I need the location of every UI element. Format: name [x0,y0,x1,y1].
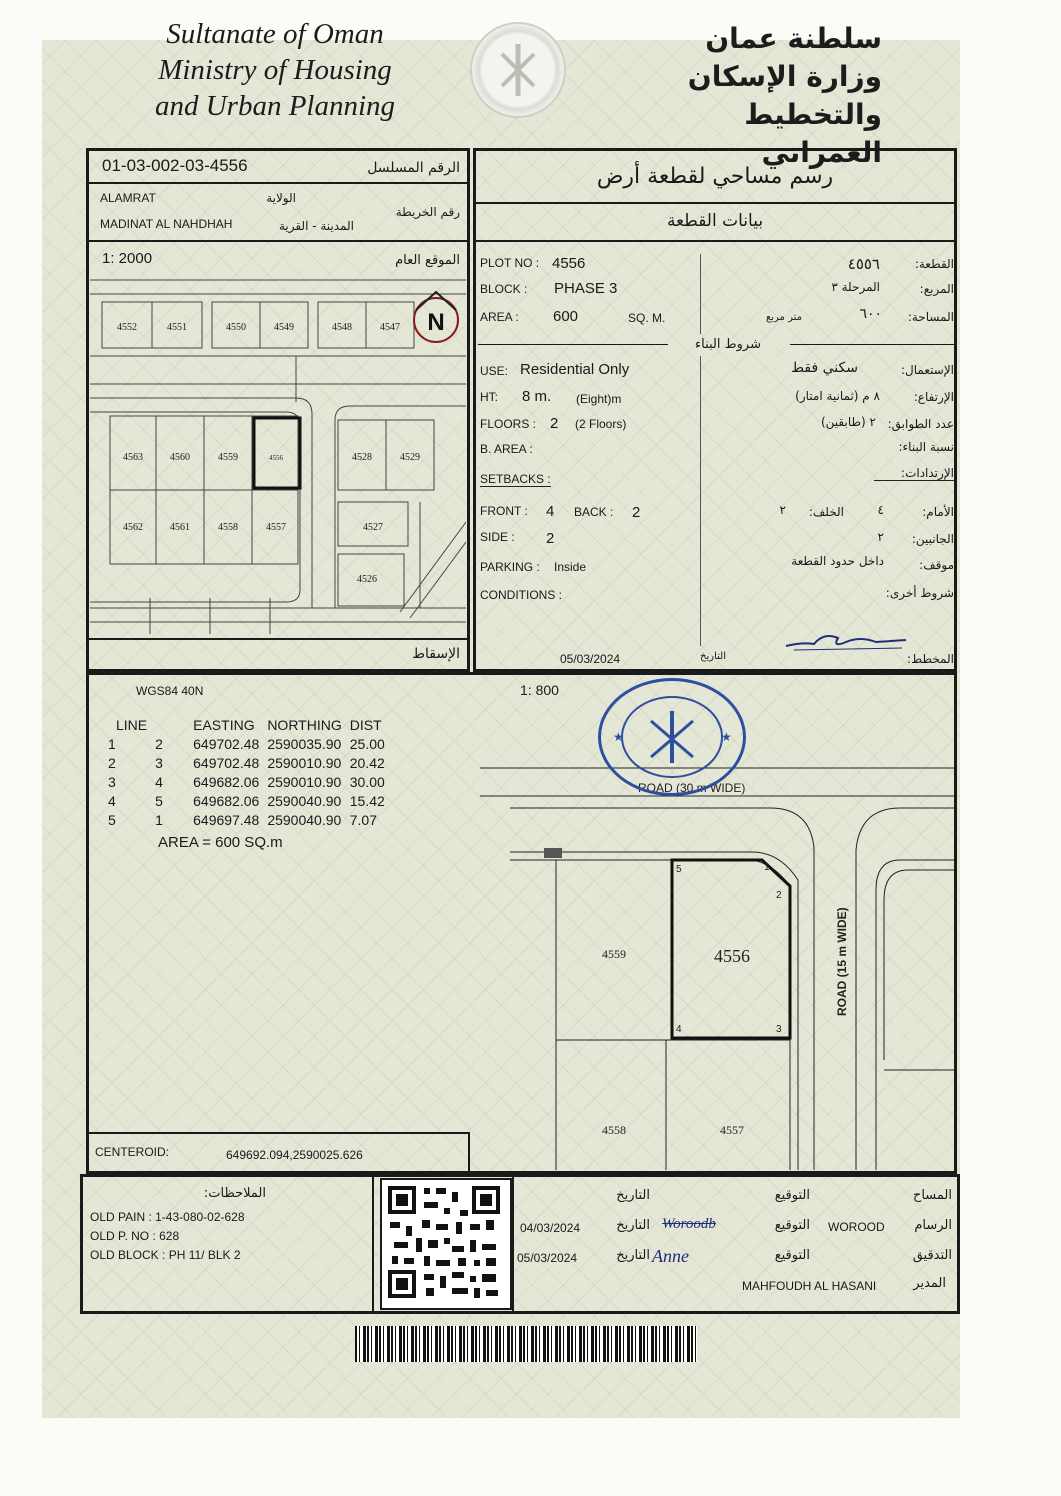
title-ar: رسم مساحي لقطعة أرض [596,164,834,189]
road-15-label: ROAD (15 m WIDE) [835,907,849,1016]
table-row: 1 2 649702.48 2590035.90 25.00 [108,736,385,752]
ht-value: 8 m. [522,388,552,405]
ht-words: (Eight)m [576,392,622,406]
detail-scale: 1: 800 [520,682,559,698]
front-value: 4 [546,503,555,520]
back-label: BACK : [574,505,614,519]
header-english [120,16,430,124]
surveyor-signature-label-ar: التوقيع [774,1188,810,1203]
highlighted-plot-4556 [254,418,300,488]
conditions-title-ar: شروط البناء [695,337,761,352]
official-stamp-icon [598,678,746,796]
director-name: MAHFOUDH AL HASANI [742,1279,877,1293]
vertex-2: 2 [776,890,782,901]
plot-4560: 4560 [170,452,190,463]
plot-4549: 4549 [274,322,294,333]
parking-value: Inside [554,560,587,574]
plot-4529: 4529 [400,452,420,463]
surveyor-label-ar: المساح [912,1188,952,1203]
side-ar: ٢ [877,530,884,544]
use-label-ar: الإستعمال: [901,363,954,377]
centroid-value: 649692.094,2590025.626 [226,1148,363,1162]
plot-no-label: PLOT NO : [480,256,540,270]
director-label-ar: المدير [913,1276,946,1291]
north-arrow-icon [414,292,458,342]
notes-label-ar: الملاحظات: [203,1186,266,1201]
header-ar-line2: وزارة الإسكان [687,60,882,93]
ht-label-ar: الإرتفاع: [913,390,954,404]
planner-label-ar: المخطط: [907,652,954,666]
qr-code-icon [380,1178,512,1310]
floors-label: FLOORS : [480,417,537,431]
svg-text:★: ★ [613,730,624,744]
vertex-4: 4 [676,1024,682,1035]
block-value: PHASE 3 [554,280,618,297]
use-value: Residential Only [520,361,630,378]
coords-header-dist: DIST [349,717,382,733]
plot-4559: 4559 [218,452,238,463]
coordinates-table [100,716,389,830]
ht-ar: ٨ م (ثمانية امتار) [795,389,880,403]
parking-label: PARKING : [480,560,540,574]
wilayat-label-ar: الولاية [266,191,296,205]
table-row: 2 3 649702.48 2590010.90 20.42 [108,755,385,771]
drafter-date-label-ar: التاريخ [616,1218,650,1233]
planner-signature [784,628,910,654]
surveyor-date-label-ar: التاريخ [616,1188,650,1203]
serial-label-ar: الرقم المسلسل [367,160,460,176]
plan-date: 05/03/2024 [560,652,621,666]
b-area-label-ar: نسبة البناء: [898,440,954,454]
datum: WGS84 40N [136,684,204,698]
location-map [90,272,466,636]
plot-4551: 4551 [167,322,187,333]
coords-header-blank [151,716,189,735]
detail-plot-main: 4556 [714,946,750,966]
barcode-icon [355,1326,697,1362]
old-block: OLD BLOCK : PH 11/ BLK 2 [90,1248,241,1262]
serial-number: 01-03-002-03-4556 [102,156,248,175]
checker-signature: Anne [652,1246,689,1266]
area-label: AREA : [480,310,519,324]
plot-4528: 4528 [352,452,372,463]
area-total: AREA = 600 SQ.m [158,834,283,851]
floors-ar: ٢ (طابقين) [820,415,876,429]
svg-text:N: N [427,309,445,336]
coords-header-line: LINE [116,717,148,733]
coords-header-row [100,716,389,735]
plot-no-ar: ٤٥٥٦ [847,255,880,273]
plot-4563: 4563 [123,452,143,463]
drafter-date: 04/03/2024 [520,1221,581,1235]
old-p-no: OLD P. NO : 628 [90,1229,180,1243]
drafter-signature: Woroodb [662,1216,716,1232]
detail-map [480,760,954,1170]
floors-label-ar: عدد الطوابق: [887,417,954,431]
old-pain: OLD PAIN : 1-43-080-02-628 [90,1210,245,1224]
plan-date-label-ar: التاريخ [700,651,726,662]
back-value: 2 [632,504,641,521]
checker-date-label-ar: التاريخ [616,1248,650,1263]
svg-text:★: ★ [721,730,732,744]
header-en-line1: Sultanate of Oman [166,18,384,50]
drafter-label-ar: الرسام [914,1218,952,1233]
side-label-ar: الجانبين: [911,532,954,546]
side-label: SIDE : [480,530,515,544]
front-label: FRONT : [480,504,528,518]
checker-label-ar: التدقيق [912,1248,952,1263]
table-row: 4 5 649682.06 2590040.90 15.42 [108,793,385,809]
detail-map-small-marker [544,848,562,858]
area-ar: ٦٠٠ [859,306,882,322]
plot-4562: 4562 [123,522,143,533]
back-ar: ٢ [779,503,786,517]
centroid-label: CENTEROID: [95,1145,170,1159]
front-label-ar: الأمام: [922,505,954,519]
plot-4558: 4558 [218,522,238,533]
plot-4552: 4552 [117,322,137,333]
side-value: 2 [546,530,555,547]
plot-no-value: 4556 [552,255,586,272]
header-en-line3: and Urban Planning [154,90,396,122]
coords-header-northing: NORTHING [267,717,342,733]
header-ar-line1: سلطنة عمان [705,22,882,55]
parking-ar: داخل حدود القطعة [791,554,884,568]
plot-4557: 4557 [266,522,286,533]
table-row: 3 4 649682.06 2590010.90 30.00 [108,774,385,790]
area-unit-ar: متر مربع [765,312,802,323]
projection-label-ar: الإسقاط [412,646,460,662]
area-value: 600 [553,308,579,325]
use-ar: سكني فقط [791,360,858,376]
setbacks-label-ar: الإرتدادات: [874,466,954,481]
ministry-seal-icon [470,22,566,118]
drafter-signature-label-ar: التوقيع [774,1218,810,1233]
area-label-ar: المساحة: [907,310,954,324]
block-ar: المرحلة ٣ [831,280,880,294]
drafter-name: WOROOD [828,1220,885,1234]
floors-words: (2 Floors) [575,417,627,431]
plot-4547: 4547 [380,322,400,333]
map-no-label-ar: رقم الخريطة [395,205,460,219]
conditions-label-ar: شروط أخرى: [885,586,954,600]
plot-4561: 4561 [170,522,190,533]
table-row: 5 1 649697.48 2590040.90 7.07 [108,812,377,828]
vertex-3: 3 [776,1024,782,1035]
back-label-ar: الخلف: [808,505,844,519]
setbacks-label: SETBACKS : [480,472,551,486]
detail-plot-left: 4559 [602,947,626,961]
vertex-1: 1 [764,862,770,873]
plot-4556: 4556 [269,454,283,462]
front-ar: ٤ [877,503,884,517]
header-ar-line3: والتخطيط العمراني [744,98,882,169]
b-area-label: B. AREA : [480,442,533,456]
block-label: BLOCK : [480,282,528,296]
location-scale: 1: 2000 [102,250,153,267]
plot-4527: 4527 [363,522,383,533]
plot-label-ar: القطعة: [914,257,954,271]
location-label-ar: الموقع العام [395,253,460,268]
subtitle-ar: بيانات القطعة [666,211,764,231]
floors-value: 2 [550,415,559,432]
wilayat-value: ALAMRAT [100,191,156,205]
plot-4550: 4550 [226,322,246,333]
ht-label: HT: [480,390,498,404]
vertex-5: 5 [676,864,682,875]
use-label: USE: [480,364,509,378]
coords-header-easting: EASTING [193,717,255,733]
area-unit: SQ. M. [628,311,666,325]
road-30-label: ROAD (30 m WIDE) [638,781,746,795]
plot-4526: 4526 [357,574,377,585]
checker-date: 05/03/2024 [517,1251,578,1265]
detail-plot-bottom-left: 4558 [602,1123,626,1137]
village-value: MADINAT AL NAHDHAH [100,217,233,231]
detail-plot-bottom-right: 4557 [720,1123,744,1137]
block-label-ar: المربع: [919,282,954,296]
plot-4548: 4548 [332,322,352,333]
header-en-line2: Ministry of Housing [158,54,392,86]
conditions-label: CONDITIONS : [480,588,563,602]
parking-label-ar: موقف: [919,558,954,572]
village-label-ar: المدينة - القرية [278,219,354,233]
checker-signature-label-ar: التوقيع [774,1248,810,1263]
